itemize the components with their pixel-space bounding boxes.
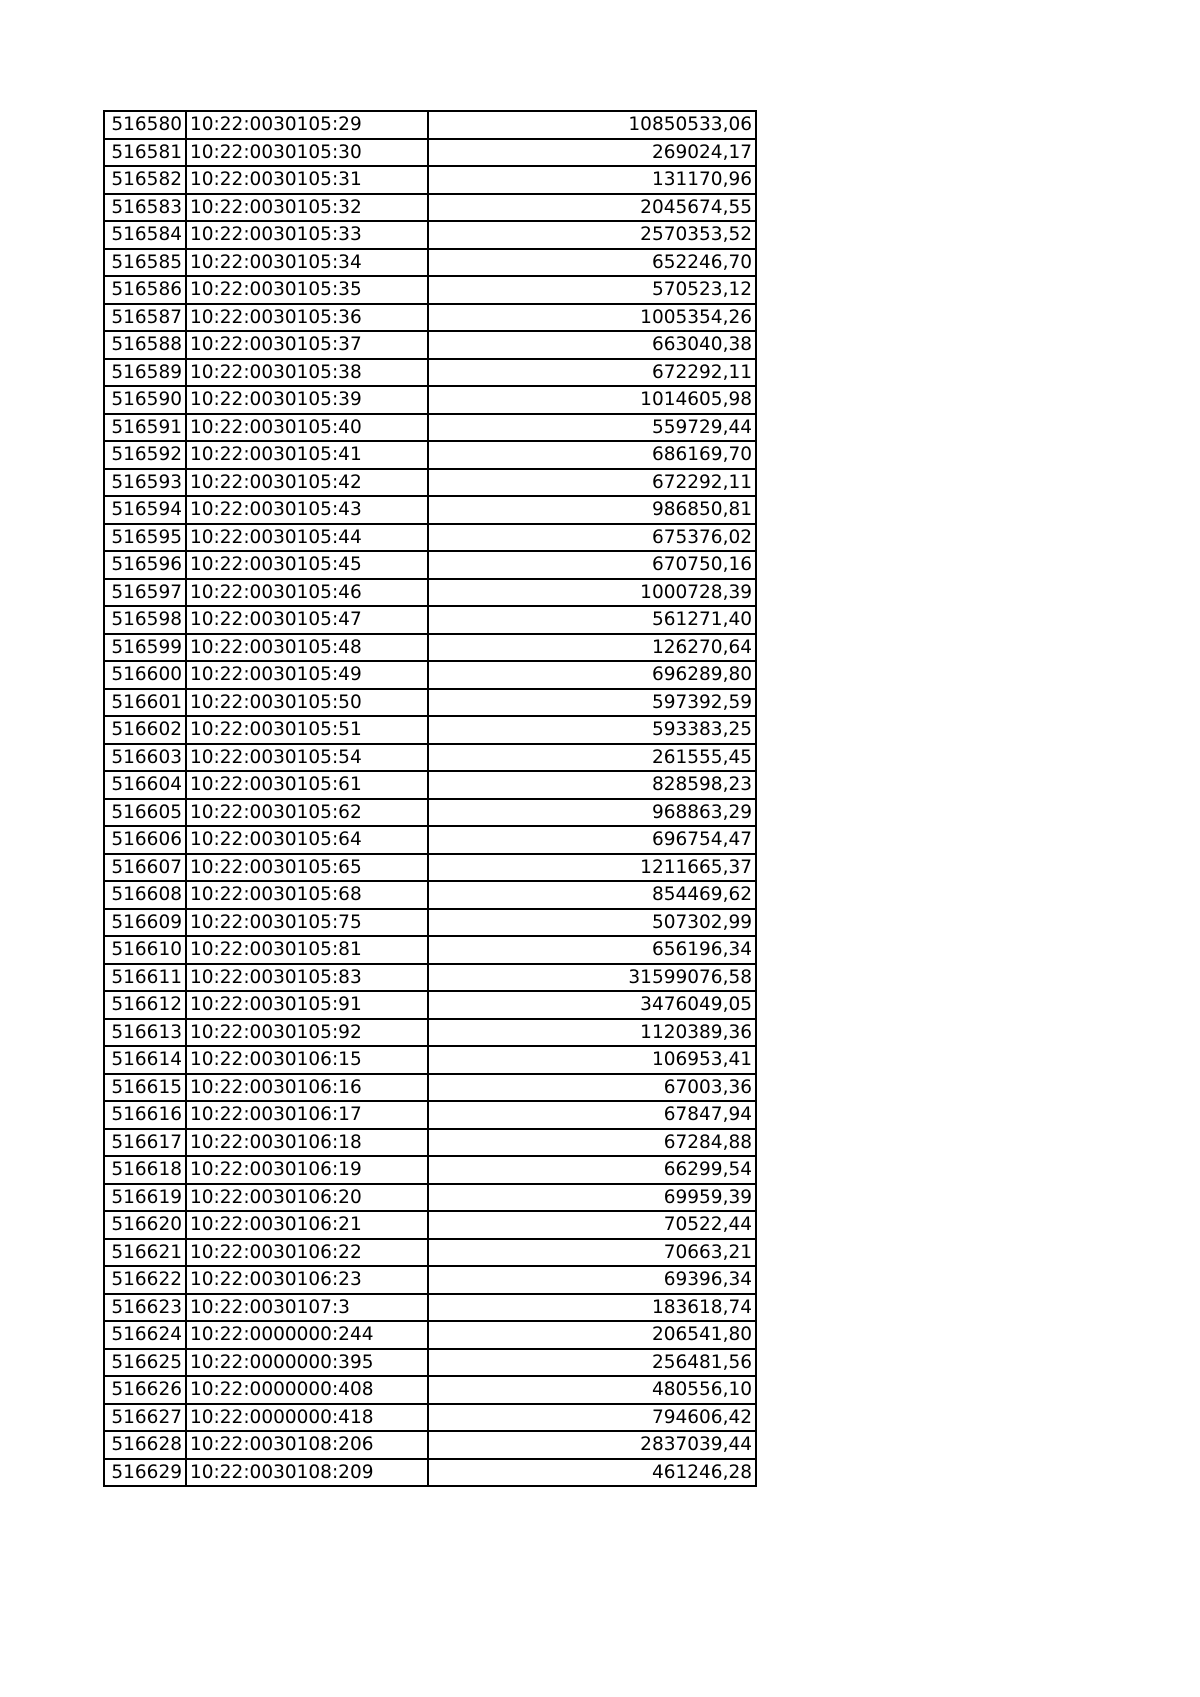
row-number-cell: 516622 — [104, 1266, 186, 1294]
cadastral-value-cell: 597392,59 — [428, 689, 756, 717]
cadastral-number-cell: 10:22:0000000:408 — [186, 1376, 428, 1404]
row-number-cell: 516586 — [104, 276, 186, 304]
table-row — [104, 551, 756, 579]
cadastral-number-cell: 10:22:0030105:38 — [186, 359, 428, 387]
cadastral-number-cell: 10:22:0030106:22 — [186, 1239, 428, 1267]
cadastral-value-cell: 261555,45 — [428, 744, 756, 772]
cadastral-value-cell: 675376,02 — [428, 524, 756, 552]
table-row — [104, 1349, 756, 1377]
table-row — [104, 1129, 756, 1157]
table-row — [104, 386, 756, 414]
cadastral-value-cell: 1211665,37 — [428, 854, 756, 882]
cadastral-value-cell: 507302,99 — [428, 909, 756, 937]
table-row — [104, 139, 756, 167]
cadastral-number-cell: 10:22:0030105:81 — [186, 936, 428, 964]
cadastral-value-cell: 854469,62 — [428, 881, 756, 909]
cadastral-number-cell: 10:22:0030105:36 — [186, 304, 428, 332]
row-number-cell: 516609 — [104, 909, 186, 937]
cadastral-number-cell: 10:22:0030105:40 — [186, 414, 428, 442]
cadastral-value-cell: 106953,41 — [428, 1046, 756, 1074]
cadastral-number-cell: 10:22:0030105:43 — [186, 496, 428, 524]
row-number-cell: 516594 — [104, 496, 186, 524]
row-number-cell: 516606 — [104, 826, 186, 854]
row-number-cell: 516600 — [104, 661, 186, 689]
table-row — [104, 771, 756, 799]
cadastral-value-cell: 461246,28 — [428, 1459, 756, 1487]
table-row — [104, 1239, 756, 1267]
table-row — [104, 606, 756, 634]
cadastral-value-cell: 66299,54 — [428, 1156, 756, 1184]
cadastral-value-cell: 561271,40 — [428, 606, 756, 634]
cadastral-value-cell: 70663,21 — [428, 1239, 756, 1267]
cadastral-value-cell: 794606,42 — [428, 1404, 756, 1432]
row-number-cell: 516588 — [104, 331, 186, 359]
row-number-cell: 516603 — [104, 744, 186, 772]
cadastral-number-cell: 10:22:0030105:41 — [186, 441, 428, 469]
cadastral-number-cell: 10:22:0030108:209 — [186, 1459, 428, 1487]
cadastral-number-cell: 10:22:0000000:418 — [186, 1404, 428, 1432]
cadastral-number-cell: 10:22:0030106:15 — [186, 1046, 428, 1074]
cadastral-number-cell: 10:22:0030106:20 — [186, 1184, 428, 1212]
row-number-cell: 516623 — [104, 1294, 186, 1322]
cadastral-value-cell: 1120389,36 — [428, 1019, 756, 1047]
cadastral-value-cell: 1005354,26 — [428, 304, 756, 332]
cadastral-number-cell: 10:22:0030105:35 — [186, 276, 428, 304]
row-number-cell: 516597 — [104, 579, 186, 607]
table-row — [104, 964, 756, 992]
row-number-cell: 516617 — [104, 1129, 186, 1157]
cadastral-number-cell: 10:22:0030106:23 — [186, 1266, 428, 1294]
row-number-cell: 516592 — [104, 441, 186, 469]
cadastral-number-cell: 10:22:0030105:51 — [186, 716, 428, 744]
table-row — [104, 276, 756, 304]
cadastral-number-cell: 10:22:0030105:68 — [186, 881, 428, 909]
row-number-cell: 516608 — [104, 881, 186, 909]
cadastral-number-cell: 10:22:0030105:44 — [186, 524, 428, 552]
table-row — [104, 1321, 756, 1349]
cadastral-value-cell: 986850,81 — [428, 496, 756, 524]
row-number-cell: 516626 — [104, 1376, 186, 1404]
table-row — [104, 579, 756, 607]
cadastral-number-cell: 10:22:0030105:37 — [186, 331, 428, 359]
table-row — [104, 716, 756, 744]
cadastral-value-cell: 672292,11 — [428, 469, 756, 497]
table-row — [104, 1156, 756, 1184]
cadastral-value-cell: 256481,56 — [428, 1349, 756, 1377]
row-number-cell: 516580 — [104, 111, 186, 139]
table-row — [104, 111, 756, 139]
cadastral-value-cell: 686169,70 — [428, 441, 756, 469]
row-number-cell: 516585 — [104, 249, 186, 277]
row-number-cell: 516591 — [104, 414, 186, 442]
cadastral-number-cell: 10:22:0030106:17 — [186, 1101, 428, 1129]
cadastral-value-cell: 480556,10 — [428, 1376, 756, 1404]
table-row — [104, 799, 756, 827]
cadastral-number-cell: 10:22:0030105:46 — [186, 579, 428, 607]
cadastral-number-cell: 10:22:0030106:18 — [186, 1129, 428, 1157]
cadastral-value-cell: 593383,25 — [428, 716, 756, 744]
cadastral-number-cell: 10:22:0030105:30 — [186, 139, 428, 167]
row-number-cell: 516620 — [104, 1211, 186, 1239]
row-number-cell: 516582 — [104, 166, 186, 194]
cadastral-number-cell: 10:22:0000000:244 — [186, 1321, 428, 1349]
table-row — [104, 826, 756, 854]
cadastral-number-cell: 10:22:0000000:395 — [186, 1349, 428, 1377]
cadastral-value-cell: 656196,34 — [428, 936, 756, 964]
cadastral-number-cell: 10:22:0030105:34 — [186, 249, 428, 277]
table-body — [104, 111, 756, 1486]
cadastral-value-cell: 2570353,52 — [428, 221, 756, 249]
table-row — [104, 194, 756, 222]
row-number-cell: 516590 — [104, 386, 186, 414]
cadastral-value-cell: 670750,16 — [428, 551, 756, 579]
cadastral-number-cell: 10:22:0030105:75 — [186, 909, 428, 937]
cadastral-value-cell: 67003,36 — [428, 1074, 756, 1102]
cadastral-value-cell: 663040,38 — [428, 331, 756, 359]
cadastral-value-cell: 696289,80 — [428, 661, 756, 689]
row-number-cell: 516627 — [104, 1404, 186, 1432]
row-number-cell: 516625 — [104, 1349, 186, 1377]
cadastral-value-cell: 968863,29 — [428, 799, 756, 827]
cadastral-number-cell: 10:22:0030106:16 — [186, 1074, 428, 1102]
table-row — [104, 441, 756, 469]
cadastral-number-cell: 10:22:0030105:92 — [186, 1019, 428, 1047]
table-row — [104, 1074, 756, 1102]
table-row — [104, 1211, 756, 1239]
row-number-cell: 516587 — [104, 304, 186, 332]
table-row — [104, 1266, 756, 1294]
table-row — [104, 634, 756, 662]
cadastral-number-cell: 10:22:0030105:91 — [186, 991, 428, 1019]
table-row — [104, 414, 756, 442]
cadastral-value-cell: 1014605,98 — [428, 386, 756, 414]
row-number-cell: 516589 — [104, 359, 186, 387]
row-number-cell: 516601 — [104, 689, 186, 717]
table-row — [104, 854, 756, 882]
table-row — [104, 1046, 756, 1074]
cadastral-number-cell: 10:22:0030105:33 — [186, 221, 428, 249]
table-row — [104, 221, 756, 249]
row-number-cell: 516616 — [104, 1101, 186, 1129]
table-row — [104, 1431, 756, 1459]
row-number-cell: 516621 — [104, 1239, 186, 1267]
cadastral-value-cell: 652246,70 — [428, 249, 756, 277]
cadastral-value-cell: 1000728,39 — [428, 579, 756, 607]
row-number-cell: 516583 — [104, 194, 186, 222]
table-row — [104, 359, 756, 387]
cadastral-number-cell: 10:22:0030105:29 — [186, 111, 428, 139]
cadastral-value-cell: 131170,96 — [428, 166, 756, 194]
row-number-cell: 516613 — [104, 1019, 186, 1047]
table-row — [104, 909, 756, 937]
table-row — [104, 166, 756, 194]
cadastral-number-cell: 10:22:0030105:47 — [186, 606, 428, 634]
cadastral-number-cell: 10:22:0030107:3 — [186, 1294, 428, 1322]
row-number-cell: 516611 — [104, 964, 186, 992]
cadastral-value-cell: 206541,80 — [428, 1321, 756, 1349]
cadastral-value-cell: 67284,88 — [428, 1129, 756, 1157]
row-number-cell: 516593 — [104, 469, 186, 497]
cadastral-value-cell: 570523,12 — [428, 276, 756, 304]
cadastral-number-cell: 10:22:0030105:54 — [186, 744, 428, 772]
table-row — [104, 991, 756, 1019]
cadastral-number-cell: 10:22:0030106:19 — [186, 1156, 428, 1184]
row-number-cell: 516581 — [104, 139, 186, 167]
row-number-cell: 516618 — [104, 1156, 186, 1184]
table-row — [104, 1101, 756, 1129]
cadastral-value-cell: 31599076,58 — [428, 964, 756, 992]
row-number-cell: 516598 — [104, 606, 186, 634]
cadastral-value-cell: 126270,64 — [428, 634, 756, 662]
table-row — [104, 524, 756, 552]
row-number-cell: 516629 — [104, 1459, 186, 1487]
cadastral-number-cell: 10:22:0030105:61 — [186, 771, 428, 799]
cadastral-number-cell: 10:22:0030105:65 — [186, 854, 428, 882]
cadastral-value-cell: 3476049,05 — [428, 991, 756, 1019]
table-row — [104, 496, 756, 524]
table-row — [104, 304, 756, 332]
cadastral-number-cell: 10:22:0030105:50 — [186, 689, 428, 717]
cadastral-value-cell: 696754,47 — [428, 826, 756, 854]
table-row — [104, 1184, 756, 1212]
cadastral-value-cell: 828598,23 — [428, 771, 756, 799]
table-row — [104, 936, 756, 964]
row-number-cell: 516605 — [104, 799, 186, 827]
table-row — [104, 469, 756, 497]
cadastral-number-cell: 10:22:0030105:31 — [186, 166, 428, 194]
cadastral-value-table — [103, 110, 757, 1487]
cadastral-number-cell: 10:22:0030105:45 — [186, 551, 428, 579]
cadastral-number-cell: 10:22:0030106:21 — [186, 1211, 428, 1239]
row-number-cell: 516624 — [104, 1321, 186, 1349]
cadastral-number-cell: 10:22:0030105:32 — [186, 194, 428, 222]
table-row — [104, 881, 756, 909]
table-row — [104, 249, 756, 277]
cadastral-number-cell: 10:22:0030108:206 — [186, 1431, 428, 1459]
cadastral-number-cell: 10:22:0030105:42 — [186, 469, 428, 497]
cadastral-value-cell: 672292,11 — [428, 359, 756, 387]
row-number-cell: 516612 — [104, 991, 186, 1019]
row-number-cell: 516628 — [104, 1431, 186, 1459]
cadastral-number-cell: 10:22:0030105:83 — [186, 964, 428, 992]
cadastral-value-cell: 10850533,06 — [428, 111, 756, 139]
cadastral-number-cell: 10:22:0030105:48 — [186, 634, 428, 662]
cadastral-value-cell: 2837039,44 — [428, 1431, 756, 1459]
cadastral-value-cell: 70522,44 — [428, 1211, 756, 1239]
cadastral-value-cell: 2045674,55 — [428, 194, 756, 222]
row-number-cell: 516584 — [104, 221, 186, 249]
cadastral-number-cell: 10:22:0030105:64 — [186, 826, 428, 854]
table-row — [104, 744, 756, 772]
cadastral-number-cell: 10:22:0030105:62 — [186, 799, 428, 827]
table-row — [104, 1459, 756, 1487]
table-row — [104, 1294, 756, 1322]
table-row — [104, 1019, 756, 1047]
table-row — [104, 689, 756, 717]
cadastral-number-cell: 10:22:0030105:49 — [186, 661, 428, 689]
cadastral-value-cell: 67847,94 — [428, 1101, 756, 1129]
row-number-cell: 516602 — [104, 716, 186, 744]
cadastral-value-cell: 69396,34 — [428, 1266, 756, 1294]
cadastral-value-cell: 69959,39 — [428, 1184, 756, 1212]
row-number-cell: 516596 — [104, 551, 186, 579]
row-number-cell: 516610 — [104, 936, 186, 964]
row-number-cell: 516614 — [104, 1046, 186, 1074]
cadastral-number-cell: 10:22:0030105:39 — [186, 386, 428, 414]
row-number-cell: 516615 — [104, 1074, 186, 1102]
table-row — [104, 1404, 756, 1432]
table-row — [104, 661, 756, 689]
cadastral-value-cell: 559729,44 — [428, 414, 756, 442]
row-number-cell: 516599 — [104, 634, 186, 662]
table-row — [104, 1376, 756, 1404]
cadastral-value-cell: 183618,74 — [428, 1294, 756, 1322]
row-number-cell: 516607 — [104, 854, 186, 882]
cadastral-value-cell: 269024,17 — [428, 139, 756, 167]
row-number-cell: 516595 — [104, 524, 186, 552]
row-number-cell: 516619 — [104, 1184, 186, 1212]
table-row — [104, 331, 756, 359]
row-number-cell: 516604 — [104, 771, 186, 799]
